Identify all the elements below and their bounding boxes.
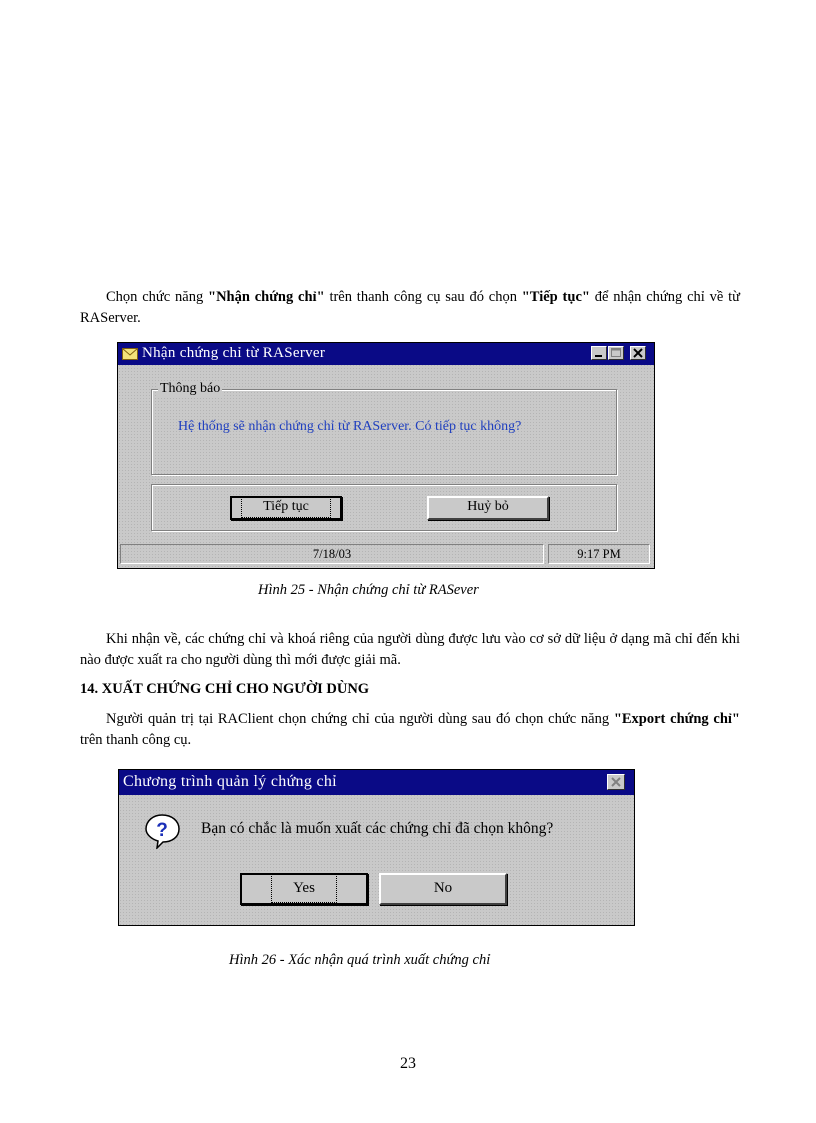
continue-button[interactable]: Tiếp tục: [230, 496, 342, 520]
status-date: 7/18/03: [120, 544, 544, 564]
groupbox-label: Thông báo: [160, 381, 221, 396]
confirm-message: Bạn có chắc là muốn xuất các chứng chỉ đã chọn không?: [201, 820, 554, 837]
yes-button[interactable]: Yes: [240, 873, 368, 905]
dialog-titlebar[interactable]: [118, 343, 654, 365]
dialog-title: Nhận chứng chỉ từ RAServer: [142, 345, 326, 361]
svg-text:?: ?: [156, 820, 168, 841]
body-paragraph: Khi nhận về, các chứng chỉ và khoá riêng của người dùng được lưu vào cơ sở dữ liệu ở dạng mã chỉ đến khi nào được xuất ra cho người dùng thì mới được giải mã.: [80, 631, 740, 668]
dialog-title: Chương trình quản lý chứng chỉ: [123, 773, 337, 790]
minimize-icon: [592, 347, 606, 359]
no-button[interactable]: No: [379, 873, 507, 905]
section-heading: 14. XUẤT CHỨNG CHỈ CHO NGƯỜI DÙNG: [80, 681, 370, 697]
minimize-button[interactable]: [591, 346, 607, 360]
cancel-button[interactable]: Huỷ bỏ: [427, 496, 549, 520]
intro-paragraph: Chọn chức năng "Nhận chứng chỉ" trên thanh công cụ sau đó chọn "Tiếp tục" để nhận chứng chỉ về từ RAServer.: [80, 289, 740, 326]
page-number: 23: [400, 1055, 416, 1072]
maximize-icon: [609, 347, 623, 359]
dialog-titlebar[interactable]: [119, 770, 634, 795]
figure-caption: Hình 25 - Nhận chứng chỉ từ RASever: [258, 582, 479, 598]
receive-certificate-dialog: [117, 342, 655, 569]
bold-term: "Nhận chứng chỉ": [208, 289, 325, 305]
envelope-icon: [122, 348, 138, 360]
notice-message: Hệ thống sẽ nhận chứng chỉ từ RAServer. Có tiếp tục không?: [178, 419, 522, 434]
bold-term: "Tiếp tục": [521, 289, 590, 305]
export-confirm-dialog: [118, 769, 635, 926]
close-button[interactable]: [607, 774, 625, 790]
question-icon: [143, 813, 181, 849]
bold-term: "Export chứng chỉ": [613, 711, 740, 727]
figure-caption: Hình 26 - Xác nhận quá trình xuất chứng chỉ: [229, 952, 491, 968]
maximize-button[interactable]: [608, 346, 624, 360]
close-icon: [608, 775, 624, 789]
close-icon: [631, 347, 645, 359]
status-time: 9:17 PM: [548, 544, 650, 564]
close-button[interactable]: [630, 346, 646, 360]
body-paragraph: Người quản trị tại RAClient chọn chứng chỉ của người dùng sau đó chọn chức năng "Export chứng chỉ" trên thanh công cụ.: [80, 711, 740, 748]
